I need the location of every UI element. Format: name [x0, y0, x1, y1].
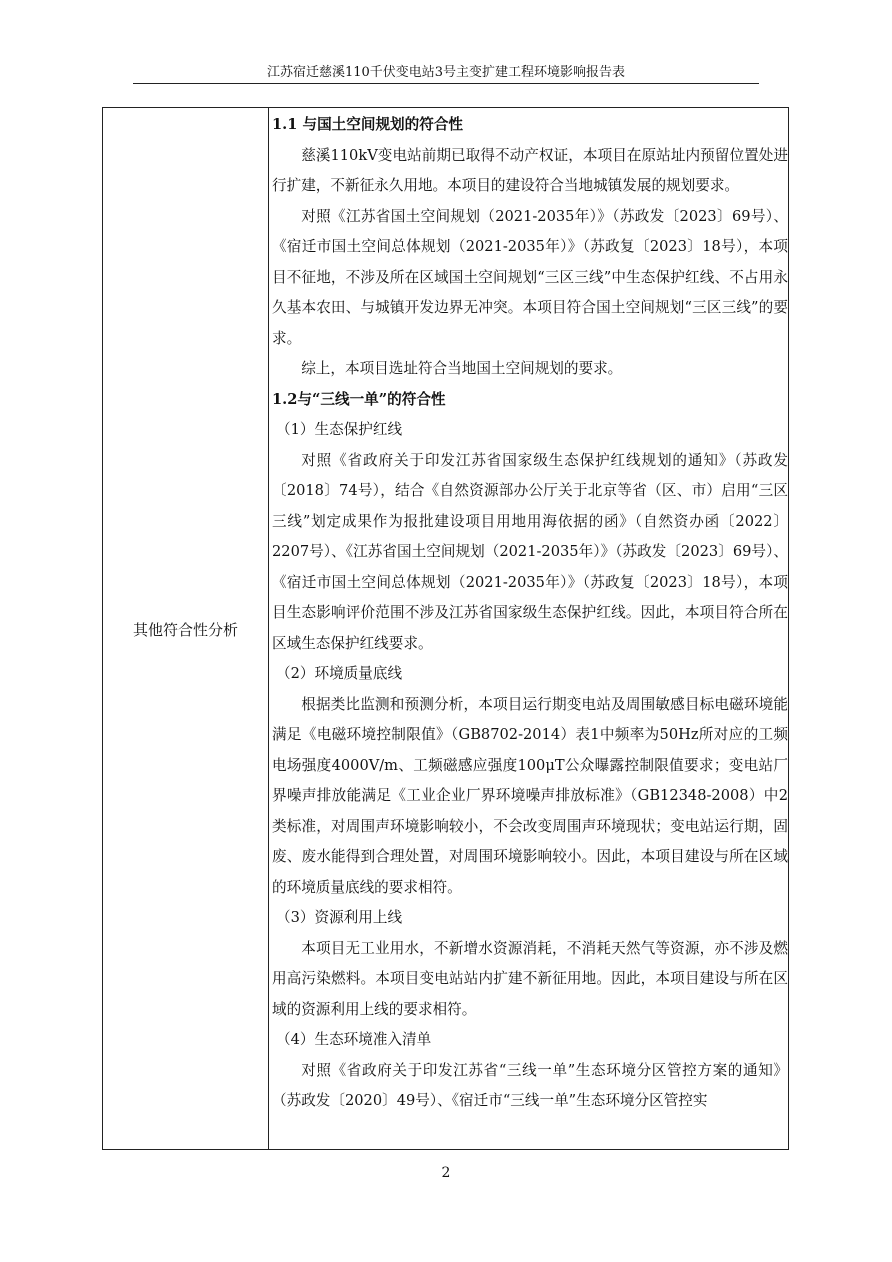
subsection-heading: （1）生态保护红线 [276, 421, 403, 438]
page-number: 2 [441, 1165, 451, 1181]
subsection-heading: （3）资源利用上线 [276, 909, 403, 926]
body-paragraph: 综上，本项目选址符合当地国土空间规划的要求。 [301, 360, 623, 377]
header-rule [133, 83, 759, 84]
subsection-heading: （2）环境质量底线 [276, 665, 403, 682]
table-content-cell [272, 110, 788, 1117]
subsection-heading: （4）生态环境准入清单 [276, 1031, 432, 1048]
section-heading: 1.2与“三线一单”的符合性 [272, 390, 446, 408]
page-header-title: 江苏宿迁慈溪110千伏变电站3号主变扩建工程环境影响报告表 [266, 65, 626, 80]
body-paragraph: 本项目无工业用水，不新增水资源消耗，不消耗天然气等资源，亦不涉及燃用高污染燃料。本项目变电站站内扩建不新征用地。因此，本项目建设与所在区域的资源利用上线的要求相符。 [272, 939, 788, 1018]
body-paragraph: 对照《省政府关于印发江苏省国家级生态保护红线规划的通知》（苏政发〔2018〕74号），结合《自然资源部办公厅关于北京等省（区、市）启用“三区三线”划定成果作为报批建设项目用地用海依据的函》（自然资办函〔2022〕2207号）、《江苏省国土空间规划（2021-2035年）》（苏政发〔2023〕69号）、《宿迁市国土空间总体规划（2021-2035年）》（苏政复〔2023〕18号），本项目生态影响评价范围不涉及江苏省国家级生态保护红线。因此，本项目符合所在区域生态保护红线要求。 [272, 451, 788, 652]
body-paragraph: 慈溪110kV变电站前期已取得不动产权证，本项目在原站址内预留位置处进行扩建，不新征永久用地。本项目的建设符合当地城镇发展的规划要求。 [272, 146, 788, 194]
body-paragraph: 对照《江苏省国土空间规划（2021-2035年）》（苏政发〔2023〕69号）、《宿迁市国土空间总体规划（2021-2035年）》（苏政复〔2023〕18号），本项目不征地，不涉及所在区域国土空间规划“三区三线”中生态保护红线、不占用永久基本农田、与城镇开发边界无冲突。本项目符合国土空间规划“三区三线”的要求。 [272, 207, 788, 347]
body-paragraph: 对照《省政府关于印发江苏省“三线一单”生态环境分区管控方案的通知》（苏政发〔2020〕49号）、《宿迁市“三线一单”生态环境分区管控实 [272, 1061, 788, 1109]
row-label: 其他符合性分析 [132, 621, 238, 639]
section-heading: 1.1 与国土空间规划的符合性 [272, 116, 464, 133]
body-paragraph: 根据类比监测和预测分析，本项目运行期变电站及周围敏感目标电磁环境能满足《电磁环境控制限值》（GB8702-2014）表1中频率为50Hz所对应的工频电场强度4000V/m、工频磁感应强度100μT公众曝露控制限值要求；变电站厂界噪声排放能满足《工业企业厂界环境噪声排放标准》（GB12348-2008）中2类标准，对周围声环境影响较小，不会改变周围声环境现状；变电站运行期，固废、废水能得到合理处置，对周围环境影响较小。因此，本项目建设与所在区域的环境质量底线的要求相符。 [272, 695, 788, 896]
